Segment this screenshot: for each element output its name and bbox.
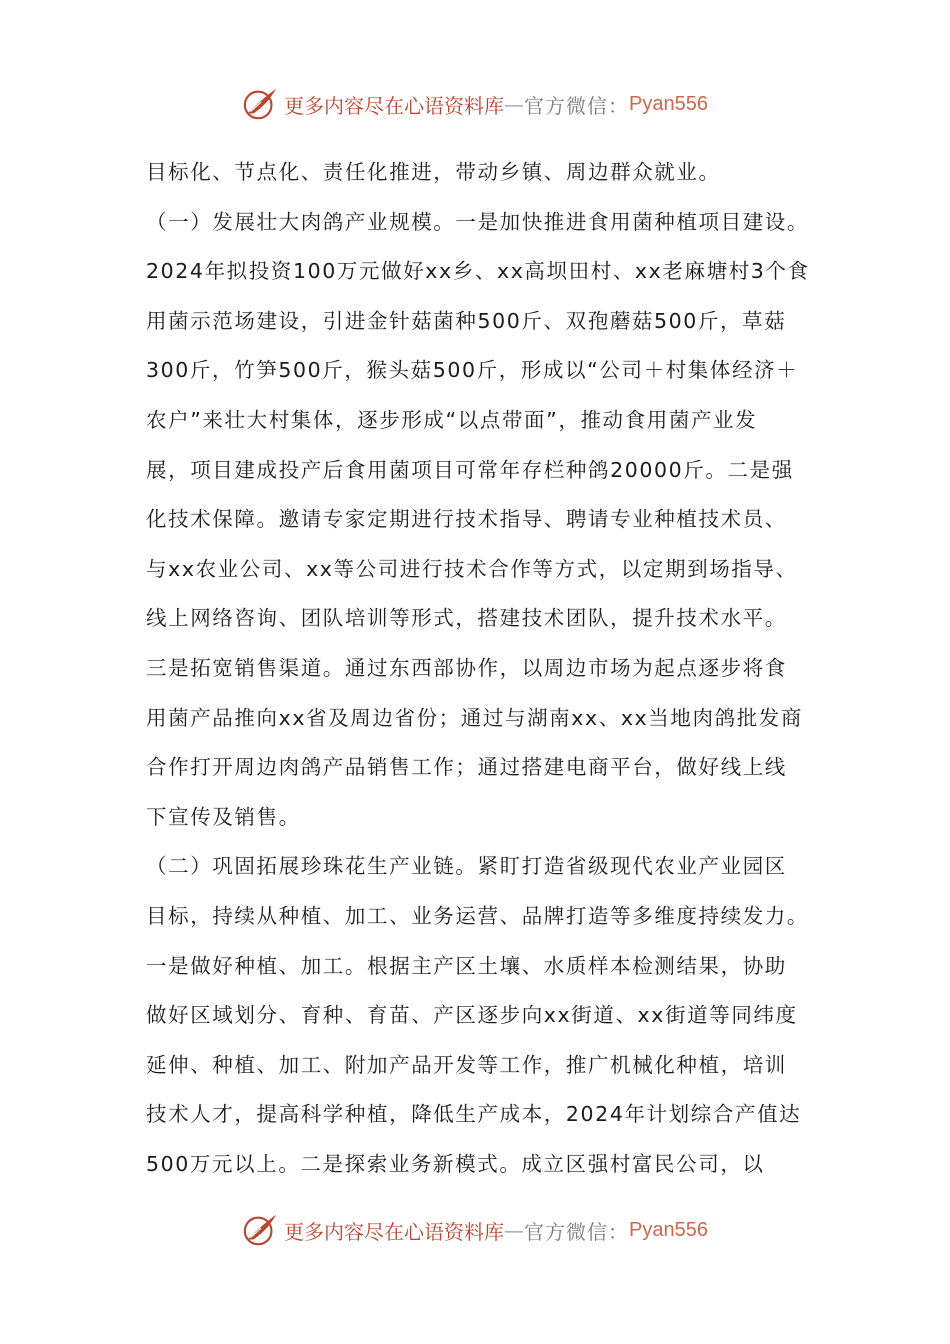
banner-wechat-id: Pyan556 bbox=[629, 1218, 708, 1241]
document-body bbox=[146, 148, 826, 1189]
text-line: 技术人才，提高科学种植，降低生产成本，2024年计划综合产值达 bbox=[146, 1102, 802, 1127]
text-line: 展，项目建成投产后食用菌项目可常年存栏种鸽20000斤。二是强 bbox=[146, 457, 794, 482]
text-line: 用菌示范场建设，引进金针菇菌种500斤、双孢蘑菇500斤，草菇 bbox=[146, 308, 787, 333]
text-line: 做好区域划分、育种、育苗、产区逐步向xx街道、xx街道等同纬度 bbox=[146, 1003, 798, 1028]
header-banner bbox=[0, 82, 950, 126]
text-line: 三是拓宽销售渠道。通过东西部协作，以周边市场为起点逐步将食 bbox=[146, 655, 787, 680]
quill-pen-logo-icon bbox=[242, 85, 280, 123]
text-line: 一是做好种植、加工。根据主产区土壤、水质样本检测结果，协助 bbox=[146, 953, 787, 978]
banner-title: 更多内容尽在心语资料库 bbox=[284, 93, 505, 118]
banner-dash: — bbox=[504, 1218, 525, 1242]
footer-banner bbox=[0, 1208, 950, 1252]
text-line: 农户”来壮大村集体，逐步形成“以点带面”，推动食用菌产业发 bbox=[146, 407, 758, 432]
text-line: 延伸、种植、加工、附加产品开发等工作，推广机械化种植，培训 bbox=[146, 1052, 787, 1077]
banner-dash: — bbox=[504, 92, 525, 116]
text-line: 下宣传及销售。 bbox=[146, 804, 301, 829]
text-line: 合作打开周边肉鸽产品销售工作；通过搭建电商平台，做好线上线 bbox=[146, 755, 787, 780]
text-line: 2024年拟投资100万元做好xx乡、xx高坝田村、xx老麻塘村3个食 bbox=[146, 259, 810, 284]
text-line: 目标化、节点化、责任化推进，带动乡镇、周边群众就业。 bbox=[146, 160, 721, 184]
banner-wechat-id: Pyan556 bbox=[629, 92, 708, 115]
text-line: （一）发展壮大肉鸽产业规模。一是加快推进食用菌种植项目建设。 bbox=[146, 209, 809, 234]
text-line: 与xx农业公司、xx等公司进行技术合作等方式，以定期到场指导、 bbox=[146, 556, 798, 581]
banner-wechat-label: 官方微信： bbox=[524, 1219, 630, 1244]
quill-pen-logo-icon bbox=[242, 1211, 280, 1249]
text-line: 目标，持续从种植、加工、业务运营、品牌打造等多维度持续发力。 bbox=[146, 903, 809, 928]
banner-title: 更多内容尽在心语资料库 bbox=[284, 1219, 505, 1244]
text-line: 300斤，竹笋500斤，猴头菇500斤，形成以“公司＋村集体经济＋ bbox=[146, 358, 799, 383]
banner-wechat-label: 官方微信： bbox=[524, 93, 630, 118]
text-line: 用菌产品推向xx省及周边省份；通过与湖南xx、xx当地肉鸽批发商 bbox=[146, 705, 803, 730]
text-line: （二）巩固拓展珍珠花生产业链。紧盯打造省级现代农业产业园区 bbox=[146, 854, 787, 879]
text-line: 线上网络咨询、团队培训等形式，搭建技术团队，提升技术水平。 bbox=[146, 606, 787, 631]
text-line: 化技术保障。邀请专家定期进行技术指导、聘请专业种植技术员、 bbox=[146, 507, 787, 532]
text-line: 500万元以上。二是探索业务新模式。成立区强村富民公司，以 bbox=[146, 1151, 765, 1176]
